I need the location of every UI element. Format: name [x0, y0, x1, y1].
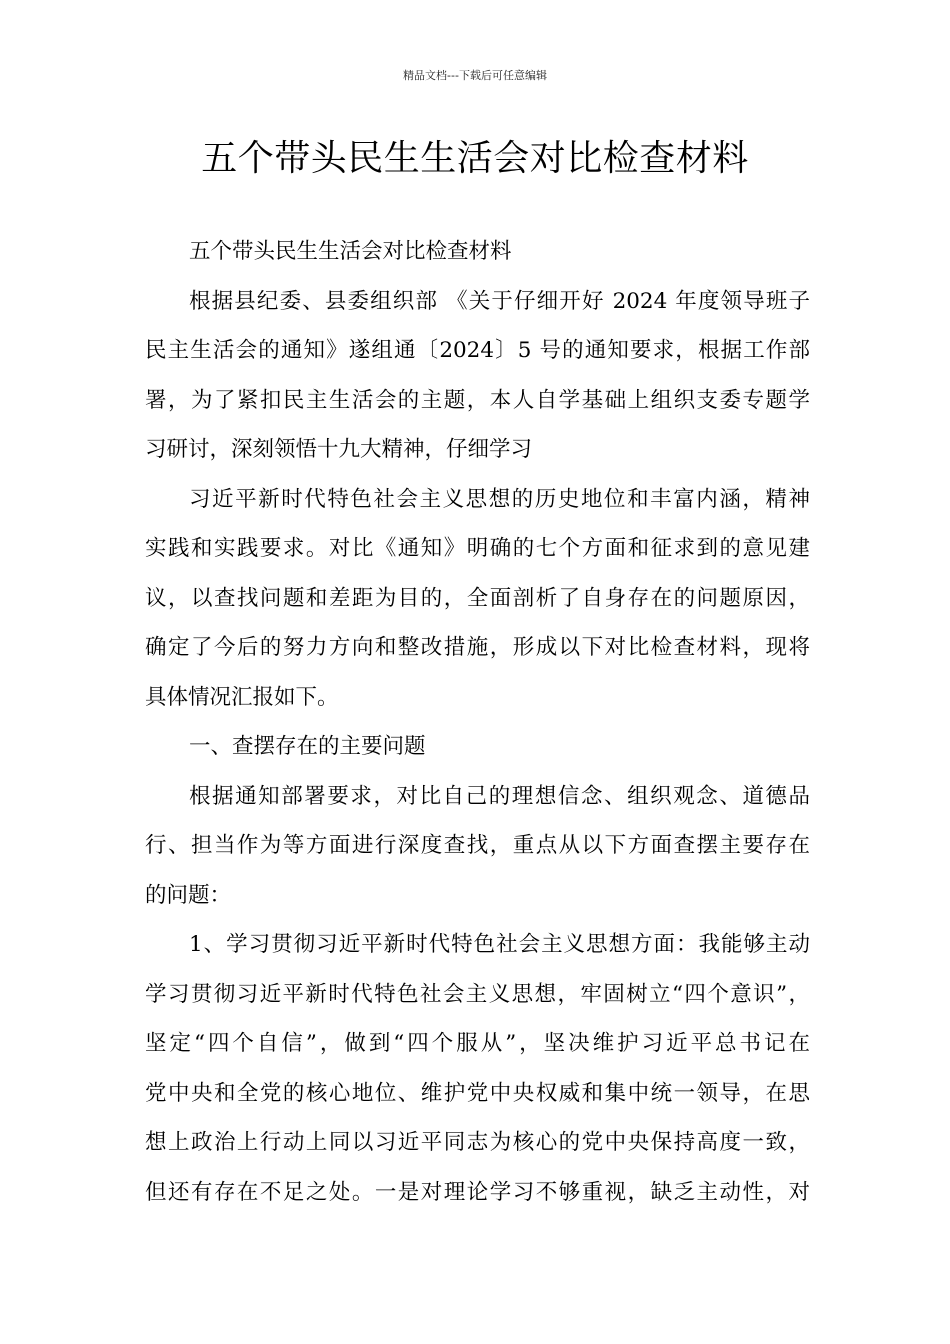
text-line: 根据县纪委、县委组织部 《关于仔细开好 2024 年度领导班子	[189, 288, 810, 314]
text-line: 确定了今后的努力方向和整改措施，形成以下对比检查材料，现将	[145, 635, 810, 660]
text-line: 根据通知部署要求，对比自己的理想信念、组织观念、道德品	[189, 783, 810, 809]
header-note: 精品文档---下载后可任意编辑	[403, 69, 547, 82]
text-line: 习近平新时代特色社会主义思想的历史地位和丰富内涵，精神	[189, 486, 810, 512]
text-line: 五个带头民生生活会对比检查材料	[189, 239, 512, 264]
text-line: 的问题：	[145, 882, 232, 908]
text-line: 署，为了紧扣民主生活会的主题，本人自学基础上组织支委专题学	[145, 387, 810, 413]
text-line: 学习贯彻习近平新时代特色社会主义思想，牢固树立“四个意识”，	[145, 981, 810, 1007]
text-line: 坚定“四个自信”，做到“四个服从”，坚决维护习近平总书记在	[145, 1031, 810, 1056]
text-line: 习研讨，深刻领悟十九大精神，仔细学习	[145, 437, 533, 462]
text-line: 实践和实践要求。对比《通知》明确的七个方面和征求到的意见建	[145, 536, 810, 561]
text-line: 议，以查找问题和差距为目的，全面剖析了自身存在的问题原因，	[145, 585, 810, 611]
text-line: 但还有存在不足之处。一是对理论学习不够重视，缺乏主动性，对	[145, 1179, 810, 1205]
text-line: 民主生活会的通知》遂组通〔2024〕5 号的通知要求，根据工作部	[145, 338, 810, 363]
text-line: 党中央和全党的核心地位、维护党中央权威和集中统一领导，在思	[145, 1080, 810, 1106]
page-title: 五个带头民生生活会对比检查材料	[201, 138, 749, 179]
text-line: 具体情况汇报如下。	[145, 684, 339, 710]
text-line: 1、学习贯彻习近平新时代特色社会主义思想方面：我能够主动	[189, 932, 810, 957]
document-body	[145, 227, 810, 1217]
text-line: 一、查摆存在的主要问题	[189, 734, 426, 759]
text-line: 想上政治上行动上同以习近平同志为核心的党中央保持高度一致，	[145, 1130, 810, 1155]
text-line: 行、担当作为等方面进行深度查找，重点从以下方面查摆主要存在	[145, 833, 810, 858]
